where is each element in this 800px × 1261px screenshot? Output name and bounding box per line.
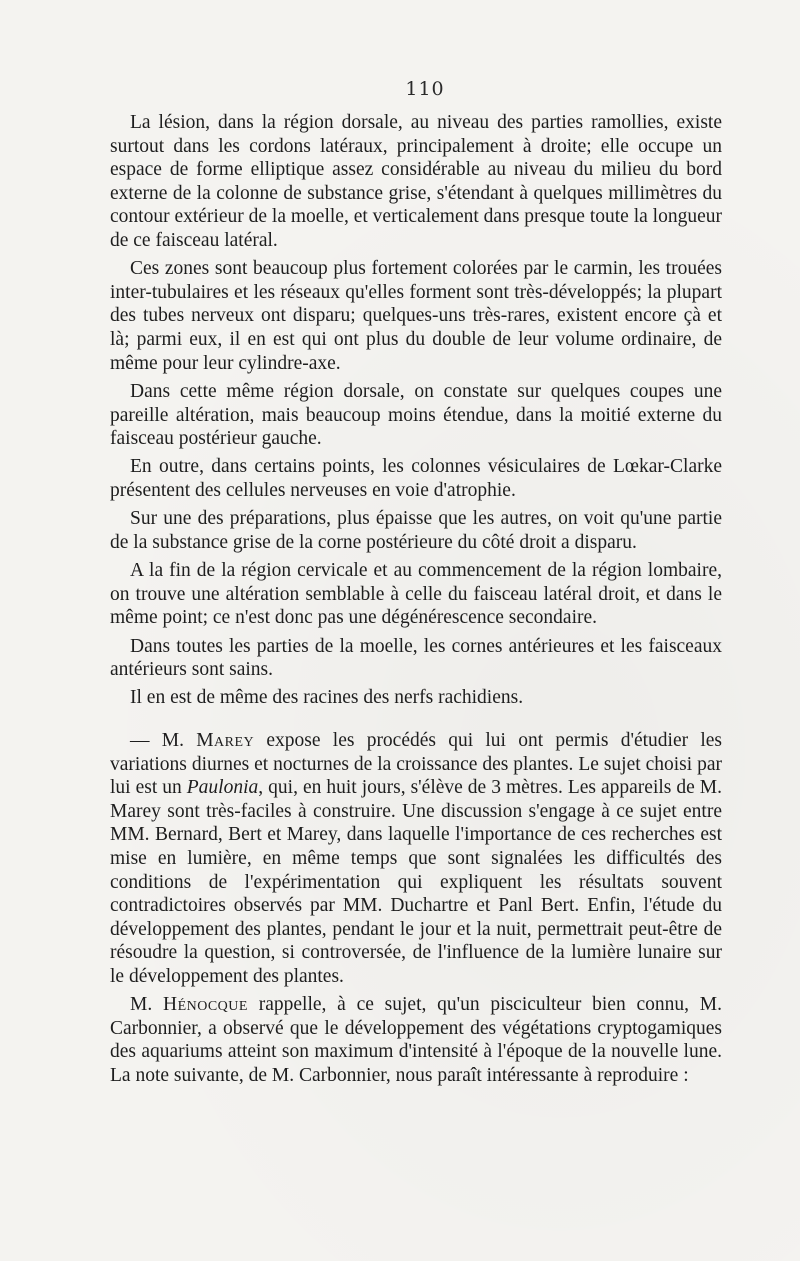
henocque-lead: M. (130, 994, 163, 1016)
paragraph-racines-nerfs: Il en est de même des racines des nerfs rachidiens. (130, 687, 524, 709)
paragraph-lesion-dorsale: La lésion, dans la région dorsale, au niveau des parties ramollies, existe surtout dans les cordons latéraux, principalement à droite; elle occupe un espace de forme elliptique assez considérable au niveau du milieu du bord externe de la colonne de substance grise, s'étendant à quelques millimètres du contour extérieur de la moelle, et verticalement dans presque toute la longueur de ce faisceau latéral. (110, 112, 722, 251)
paulonia-plant-name: Paulonia (186, 777, 259, 799)
henocque-name: Hénocque (162, 994, 248, 1016)
paragraph-region-dorsale: Dans cette même région dorsale, on constate sur quelques coupes une pareille altération, mais beaucoup moins étendue, dans la moitié externe du faisceau postérieur gauche. (110, 380, 722, 450)
body-text (110, 111, 722, 1092)
paragraph-colonnes-vesiculaires: En outre, dans certains points, les colonnes vésiculaires de Lœkar-Clarke présentent des cellules nerveuses en voie d'atrophie. (110, 456, 722, 501)
henocque-text: rappelle, à ce sujet, qu'un pisciculteur bien connu, M. Carbonnier, a observé que le développement des végétations cryptogamiques des aquariums atteint son maximum d'intensité à l'époque de la nouvelle lune. La note suivante, de M. Carbonnier, nous paraît intéressante à reproduire : (110, 994, 722, 1087)
marey-text-part1: expose les procédés qui lui ont permis d'étudier les variations diurnes et nocturnes de la croissance des plantes. Le sujet choisi par lui est un (110, 730, 722, 799)
paragraph-region-cervicale: A la fin de la région cervicale et au commencement de la région lombaire, on trouve une altération semblable à celle du faisceau latéral droit, et dans le même point; ce n'est donc pas une dégénérescence secondaire. (110, 560, 722, 629)
page-number: 110 (405, 78, 445, 100)
paragraph-zones-colorees: Ces zones sont beaucoup plus fortement colorées par le carmin, les trouées inter-tubulaires et les réseaux qu'elles forment sont très-développés; la plupart des tubes nerveux ont disparu; quelques-uns très-rares, existent encore çà et là; parmi eux, il en est qui ont plus du double de leur volume ordinaire, de même pour leur cylindre-axe. (110, 258, 722, 374)
paragraph-cornes-anterieures: Dans toutes les parties de la moelle, les cornes antérieures et les faisceaux antérieurs sont sains. (110, 635, 722, 681)
paragraph-marey (110, 729, 722, 989)
paragraph-henocque (110, 993, 722, 1087)
paragraph-preparations: Sur une des préparations, plus épaisse que les autres, on voit qu'une partie de la substance grise de la corne postérieure du côté droit a disparu. (110, 508, 722, 553)
marey-text-part2: , qui, en huit jours, s'élève de 3 mètres. Les appareils de M. Marey sont très-faciles à construire. Une discussion s'engage à ce sujet entre MM. Bernard, Bert et Marey, dans laquelle l'importance de ces recherches est mise en lumière, en même temps que sont signalées les difficultés des conditions de l'expérimentation qui expliquent les résultats souvent contradictoires observés par MM. Duchartre et Panl Bert. Enfin, l'étude du développement des plantes, pendant le jour et la nuit, permettrait peut-être de résoudre la question, si controversée, de l'influence de la lumière lunaire sur le développement des plantes. (110, 777, 722, 987)
marey-name: Marey (196, 730, 255, 752)
marey-lead: — M. (130, 730, 197, 752)
